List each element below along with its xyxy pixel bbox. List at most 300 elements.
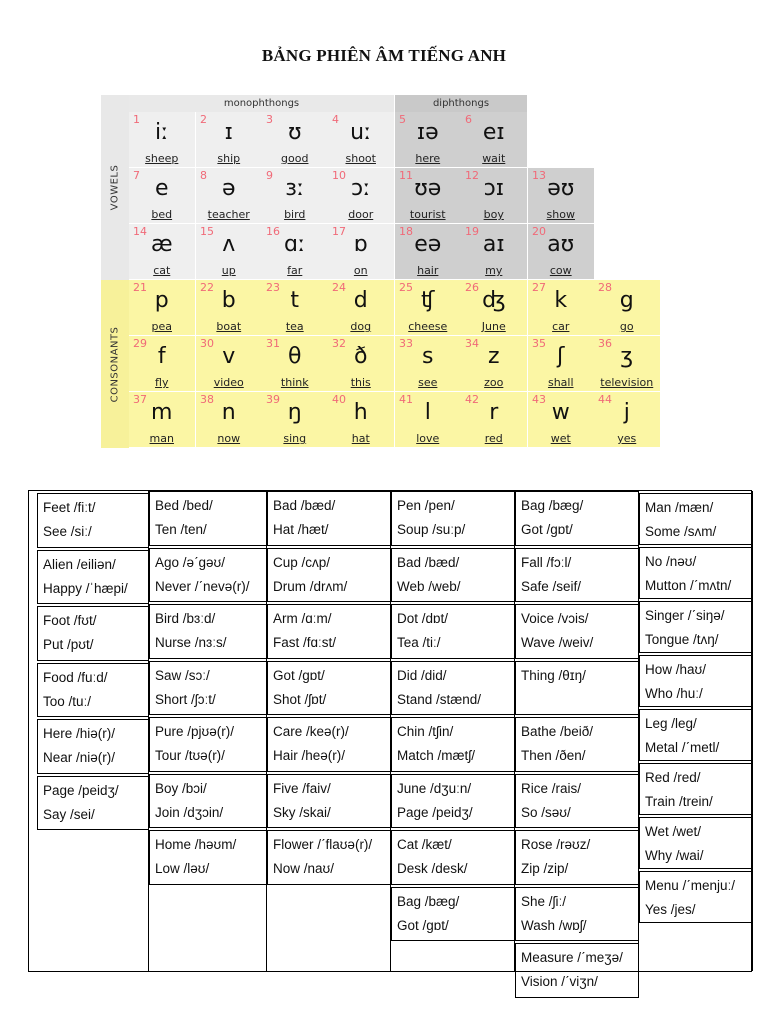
ipa-symbol: p bbox=[154, 288, 169, 313]
word-entry: Bird /bɜːd/ bbox=[155, 611, 216, 626]
word-entry: Too /tuː/ bbox=[43, 693, 92, 709]
ipa-cell bbox=[328, 112, 395, 168]
diphthongs-header: diphthongs bbox=[395, 95, 528, 112]
word-entry: Arm /ɑːm/ bbox=[273, 611, 332, 626]
ipa-cell bbox=[395, 336, 462, 392]
ipa-symbol: iː bbox=[154, 120, 169, 145]
ipa-example-word: hair bbox=[417, 264, 439, 277]
word-entry: Bag /bæg/ bbox=[521, 498, 584, 513]
ipa-number: 37 bbox=[133, 393, 147, 406]
ipa-number: 43 bbox=[532, 393, 546, 406]
ipa-example-word: ship bbox=[217, 152, 241, 165]
word-group bbox=[391, 491, 515, 546]
ipa-cell bbox=[328, 336, 395, 392]
word-group bbox=[37, 776, 149, 831]
word-entry: Desk /desk/ bbox=[397, 861, 468, 876]
ipa-cell bbox=[594, 392, 661, 448]
word-entry: See /siː/ bbox=[43, 524, 92, 539]
word-entry: Rose /rəʊz/ bbox=[521, 837, 591, 852]
ipa-symbol: t bbox=[290, 288, 300, 313]
ipa-number: 3 bbox=[266, 113, 273, 126]
ipa-number: 7 bbox=[133, 169, 140, 182]
word-entry: Wave /weiv/ bbox=[521, 635, 594, 650]
ipa-number: 28 bbox=[598, 281, 612, 294]
ipa-cell bbox=[395, 280, 462, 336]
ipa-number: 19 bbox=[465, 225, 479, 238]
word-entry: Short /ʃɔːt/ bbox=[155, 691, 216, 707]
word-entry: Tongue /tʌŋ/ bbox=[645, 632, 719, 647]
word-group bbox=[515, 774, 639, 829]
word-group bbox=[515, 943, 639, 998]
word-entry: Metal /ˊmetl/ bbox=[645, 740, 720, 755]
ipa-example-word: up bbox=[221, 264, 236, 277]
ipa-example-word: hat bbox=[351, 432, 370, 445]
ipa-cell bbox=[528, 392, 595, 448]
word-group bbox=[267, 830, 391, 885]
ipa-cell bbox=[196, 392, 263, 448]
ipa-number: 36 bbox=[598, 337, 612, 350]
word-group bbox=[515, 887, 639, 942]
word-group bbox=[515, 548, 639, 603]
ipa-symbol: æ bbox=[150, 232, 173, 257]
word-entry: Home /həʊm/ bbox=[155, 837, 237, 852]
ipa-cell bbox=[461, 168, 528, 224]
word-entry: How /haʊ/ bbox=[645, 662, 706, 677]
ipa-symbol: w bbox=[551, 400, 570, 425]
word-group bbox=[391, 830, 515, 885]
ipa-symbol: ɔː bbox=[351, 176, 371, 201]
word-entry: Zip /zip/ bbox=[521, 861, 569, 876]
ipa-cell bbox=[196, 112, 263, 168]
ipa-symbol: ʊə bbox=[414, 176, 442, 201]
ipa-example-word: now bbox=[217, 432, 241, 445]
word-group bbox=[639, 547, 753, 599]
word-entry: She /ʃiː/ bbox=[521, 893, 567, 909]
ipa-number: 14 bbox=[133, 225, 147, 238]
ipa-number: 33 bbox=[399, 337, 413, 350]
word-group bbox=[267, 774, 391, 829]
ipa-number: 41 bbox=[399, 393, 413, 406]
ipa-symbol: n bbox=[221, 400, 236, 425]
ipa-cell bbox=[129, 280, 196, 336]
word-entry: Foot /fʊt/ bbox=[43, 613, 97, 628]
word-entry: Why /wai/ bbox=[645, 848, 704, 863]
word-entry: Never /ˊnevə(r)/ bbox=[155, 578, 250, 594]
word-group bbox=[639, 655, 753, 707]
word-group bbox=[267, 661, 391, 716]
ipa-number: 20 bbox=[532, 225, 546, 238]
word-entry: Food /fuːd/ bbox=[43, 669, 108, 685]
word-group bbox=[267, 604, 391, 659]
word-group bbox=[391, 548, 515, 603]
word-entry: Soup /suːp/ bbox=[397, 522, 466, 537]
word-group bbox=[37, 606, 149, 661]
word-entry: Singer /ˊsiŋə/ bbox=[645, 608, 725, 623]
word-entry: Stand /stænd/ bbox=[397, 691, 482, 707]
word-entry: Page /peidʒ/ bbox=[397, 804, 473, 820]
ipa-symbol: f bbox=[157, 344, 166, 369]
ipa-example-word: man bbox=[149, 432, 174, 445]
ipa-symbol: m bbox=[151, 400, 173, 425]
ipa-example-word: yes bbox=[617, 432, 637, 445]
word-entry: Cup /cʌp/ bbox=[273, 554, 331, 570]
ipa-example-word: far bbox=[287, 264, 303, 277]
word-group bbox=[515, 661, 639, 716]
word-entry: Chin /tʃin/ bbox=[397, 724, 454, 739]
word-group bbox=[391, 717, 515, 772]
ipa-cell bbox=[196, 168, 263, 224]
ipa-number: 13 bbox=[532, 169, 546, 182]
ipa-example-word: bed bbox=[151, 208, 173, 221]
ipa-number: 4 bbox=[332, 113, 339, 126]
ipa-example-word: on bbox=[353, 264, 368, 277]
word-entry: Hat /hæt/ bbox=[273, 522, 329, 537]
word-entry: Measure /ˊmeʒə/ bbox=[521, 950, 623, 965]
ipa-cell bbox=[395, 112, 462, 168]
word-entry: Now /naʊ/ bbox=[273, 861, 334, 876]
word-entry: Leg /leg/ bbox=[645, 716, 697, 731]
word-entry: Happy /ˈhæpi/ bbox=[43, 580, 128, 596]
ipa-number: 18 bbox=[399, 225, 413, 238]
word-entry: Fast /fɑːst/ bbox=[273, 635, 337, 650]
ipa-number: 6 bbox=[465, 113, 472, 126]
ipa-cell bbox=[528, 168, 595, 224]
ipa-symbol: ʤ bbox=[482, 288, 506, 313]
ipa-example-word: wet bbox=[550, 432, 571, 445]
word-entry: Low /ləʊ/ bbox=[155, 861, 210, 876]
word-entry: Dot /dɒt/ bbox=[397, 611, 449, 626]
ipa-symbol: ɒ bbox=[353, 232, 368, 257]
word-group bbox=[639, 763, 753, 815]
ipa-example-word: bird bbox=[284, 208, 306, 221]
ipa-number: 17 bbox=[332, 225, 346, 238]
ipa-cell bbox=[528, 336, 595, 392]
word-entry: Care /keə(r)/ bbox=[273, 724, 349, 739]
ipa-number: 25 bbox=[399, 281, 413, 294]
ipa-symbol: k bbox=[554, 288, 568, 313]
word-group bbox=[37, 550, 149, 605]
ipa-symbol: ʌ bbox=[222, 232, 236, 257]
ipa-cell bbox=[528, 280, 595, 336]
ipa-cell bbox=[262, 280, 329, 336]
ipa-chart bbox=[101, 95, 659, 448]
ipa-example-word: cow bbox=[549, 264, 572, 277]
word-entry: Alien /eiliən/ bbox=[43, 556, 116, 572]
ipa-cell bbox=[328, 224, 395, 280]
ipa-symbol: s bbox=[422, 344, 434, 369]
ipa-example-word: fly bbox=[155, 376, 169, 389]
ipa-example-word: video bbox=[213, 376, 244, 389]
ipa-number: 40 bbox=[332, 393, 346, 406]
ipa-example-word: think bbox=[280, 376, 309, 389]
word-entry: Bad /bæd/ bbox=[397, 554, 460, 570]
ipa-number: 2 bbox=[200, 113, 207, 126]
word-group bbox=[149, 717, 267, 772]
ipa-cell bbox=[395, 392, 462, 448]
word-entry: Bed /bed/ bbox=[155, 498, 213, 513]
word-entry: Wet /wet/ bbox=[645, 824, 702, 839]
ipa-example-word: sing bbox=[283, 432, 307, 445]
ipa-example-word: shall bbox=[547, 376, 574, 389]
word-group bbox=[639, 817, 753, 869]
ipa-number: 21 bbox=[133, 281, 147, 294]
ipa-example-word: my bbox=[485, 264, 503, 277]
word-entry: So /səʊ/ bbox=[521, 804, 571, 820]
word-entry: Safe /seif/ bbox=[521, 578, 582, 594]
word-group bbox=[391, 661, 515, 716]
ipa-number: 24 bbox=[332, 281, 346, 294]
word-entry: Cat /kæt/ bbox=[397, 837, 452, 852]
ipa-number: 30 bbox=[200, 337, 214, 350]
consonants-label: CONSONANTS bbox=[101, 280, 129, 448]
ipa-example-word: dog bbox=[350, 320, 372, 333]
ipa-example-word: shoot bbox=[345, 152, 376, 165]
word-group bbox=[37, 663, 149, 718]
ipa-cell bbox=[328, 168, 395, 224]
word-entry: Yes /jes/ bbox=[645, 902, 696, 917]
word-group bbox=[515, 491, 639, 546]
word-entry: June /dʒuːn/ bbox=[397, 780, 472, 796]
word-entry: Sky /skai/ bbox=[273, 804, 331, 820]
ipa-number: 8 bbox=[200, 169, 207, 182]
ipa-number: 32 bbox=[332, 337, 346, 350]
word-entry: Some /sʌm/ bbox=[645, 524, 717, 539]
word-entry: Train /trein/ bbox=[645, 794, 713, 809]
ipa-example-word: sheep bbox=[145, 152, 179, 165]
ipa-example-word: red bbox=[484, 432, 503, 445]
word-group bbox=[515, 717, 639, 772]
ipa-number: 5 bbox=[399, 113, 406, 126]
ipa-number: 11 bbox=[399, 169, 413, 182]
word-entry: Nurse /nɜːs/ bbox=[155, 635, 227, 650]
ipa-symbol: j bbox=[623, 400, 630, 425]
word-group bbox=[639, 493, 753, 545]
ipa-symbol: aɪ bbox=[482, 232, 505, 257]
word-entry: Feet /fiːt/ bbox=[43, 500, 96, 515]
word-entry: Wash /wɒʃ/ bbox=[521, 917, 587, 933]
ipa-example-word: door bbox=[348, 208, 374, 221]
ipa-example-word: car bbox=[552, 320, 570, 333]
ipa-cell bbox=[129, 224, 196, 280]
ipa-cell bbox=[129, 168, 196, 224]
ipa-number: 31 bbox=[266, 337, 280, 350]
ipa-number: 38 bbox=[200, 393, 214, 406]
ipa-number: 16 bbox=[266, 225, 280, 238]
word-entry: Got /gɒt/ bbox=[521, 522, 573, 537]
ipa-number: 35 bbox=[532, 337, 546, 350]
ipa-cell bbox=[461, 224, 528, 280]
ipa-number: 27 bbox=[532, 281, 546, 294]
word-entry: Rice /rais/ bbox=[521, 780, 582, 796]
ipa-example-word: show bbox=[546, 208, 575, 221]
word-entry: Man /mæn/ bbox=[645, 500, 714, 515]
word-entry: Got /gɒt/ bbox=[397, 917, 449, 933]
ipa-cell bbox=[395, 168, 462, 224]
ipa-example-word: television bbox=[600, 376, 654, 389]
ipa-cell bbox=[196, 224, 263, 280]
ipa-example-word: tea bbox=[285, 320, 304, 333]
ipa-cell bbox=[262, 168, 329, 224]
ipa-example-word: zoo bbox=[484, 376, 504, 389]
word-entry: Mutton /ˊmʌtn/ bbox=[645, 578, 732, 593]
ipa-cell bbox=[395, 224, 462, 280]
ipa-symbol: əʊ bbox=[547, 176, 575, 201]
ipa-example-word: see bbox=[418, 376, 438, 389]
ipa-symbol: θ bbox=[288, 344, 302, 369]
word-group bbox=[639, 601, 753, 653]
ipa-number: 29 bbox=[133, 337, 147, 350]
ipa-symbol: ɪ bbox=[224, 120, 233, 145]
word-entry: Match /mætʃ/ bbox=[397, 748, 476, 763]
ipa-cell bbox=[461, 280, 528, 336]
ipa-cell bbox=[594, 336, 661, 392]
page-title: BẢNG PHIÊN ÂM TIẾNG ANH bbox=[261, 46, 507, 65]
word-entry: Vision /ˊviʒn/ bbox=[521, 974, 598, 989]
ipa-example-word: boat bbox=[216, 320, 242, 333]
word-entry: Drum /drʌm/ bbox=[273, 578, 348, 594]
word-entry: Put /pʊt/ bbox=[43, 637, 94, 652]
ipa-number: 39 bbox=[266, 393, 280, 406]
ipa-symbol: h bbox=[353, 400, 368, 425]
word-entry: Voice /vɔis/ bbox=[521, 611, 589, 626]
word-entry: Saw /sɔː/ bbox=[155, 667, 210, 683]
ipa-example-word: love bbox=[416, 432, 440, 445]
ipa-cell bbox=[129, 392, 196, 448]
ipa-symbol: g bbox=[619, 288, 634, 313]
word-entry: Pen /pen/ bbox=[397, 498, 455, 513]
word-entry: Menu /ˊmenjuː/ bbox=[645, 878, 736, 893]
word-group bbox=[515, 604, 639, 659]
word-entry: Five /faiv/ bbox=[273, 780, 331, 796]
word-group bbox=[149, 661, 267, 716]
ipa-example-word: tourist bbox=[409, 208, 446, 221]
ipa-example-word: cheese bbox=[408, 320, 448, 333]
word-group bbox=[639, 709, 753, 761]
word-group bbox=[267, 491, 391, 546]
word-group bbox=[149, 830, 267, 885]
ipa-symbol: ɑː bbox=[284, 232, 306, 257]
word-group bbox=[37, 493, 149, 548]
word-entry: Shot /ʃɒt/ bbox=[273, 691, 327, 707]
ipa-cell bbox=[262, 224, 329, 280]
ipa-cell bbox=[196, 336, 263, 392]
ipa-cell bbox=[328, 280, 395, 336]
word-group bbox=[149, 548, 267, 603]
ipa-symbol: ə bbox=[221, 176, 236, 201]
ipa-number: 12 bbox=[465, 169, 479, 182]
ipa-number: 1 bbox=[133, 113, 140, 126]
ipa-symbol: ʃ bbox=[557, 344, 565, 369]
ipa-symbol: ɪə bbox=[416, 120, 439, 145]
ipa-number: 26 bbox=[465, 281, 479, 294]
ipa-symbol: b bbox=[221, 288, 236, 313]
ipa-example-word: cat bbox=[153, 264, 171, 277]
word-group bbox=[149, 604, 267, 659]
ipa-cell bbox=[328, 392, 395, 448]
ipa-cell bbox=[461, 336, 528, 392]
ipa-example-word: teacher bbox=[207, 208, 250, 221]
ipa-number: 15 bbox=[200, 225, 214, 238]
vowels-label: VOWELS bbox=[101, 95, 129, 280]
word-entry: Did /did/ bbox=[397, 667, 447, 683]
ipa-symbol: l bbox=[424, 400, 431, 425]
ipa-example-word: good bbox=[281, 152, 309, 165]
ipa-cell bbox=[196, 280, 263, 336]
word-entry: Red /red/ bbox=[645, 770, 701, 785]
ipa-cell bbox=[594, 280, 661, 336]
ipa-number: 23 bbox=[266, 281, 280, 294]
word-entry: Bad /bæd/ bbox=[273, 498, 336, 513]
ipa-number: 34 bbox=[465, 337, 479, 350]
word-entry: Got /gɒt/ bbox=[273, 667, 325, 683]
ipa-symbol: z bbox=[487, 344, 500, 369]
ipa-cell bbox=[262, 336, 329, 392]
word-entry: Who /huː/ bbox=[645, 686, 703, 701]
word-entry: Hair /heə(r)/ bbox=[273, 748, 346, 763]
ipa-cell bbox=[129, 336, 196, 392]
ipa-example-word: June bbox=[481, 320, 506, 333]
ipa-symbol: r bbox=[489, 400, 499, 425]
ipa-symbol: e bbox=[154, 176, 169, 201]
word-group bbox=[267, 548, 391, 603]
word-entry: Thing /θɪŋ/ bbox=[521, 667, 586, 683]
word-group bbox=[515, 830, 639, 885]
word-group bbox=[639, 871, 753, 923]
ipa-symbol: v bbox=[222, 344, 236, 369]
ipa-symbol: aʊ bbox=[547, 232, 575, 257]
word-entry: Near /niə(r)/ bbox=[43, 750, 116, 765]
ipa-number: 10 bbox=[332, 169, 346, 182]
word-group bbox=[391, 604, 515, 659]
ipa-symbol: ɔɪ bbox=[483, 176, 504, 201]
ipa-symbol: ð bbox=[354, 344, 368, 369]
ipa-symbol: d bbox=[353, 288, 368, 313]
word-entry: Bag /bæg/ bbox=[397, 893, 460, 909]
ipa-symbol: ʊ bbox=[287, 120, 302, 145]
word-entry: Boy /bɔi/ bbox=[155, 780, 207, 796]
ipa-cell bbox=[262, 392, 329, 448]
ipa-example-word: here bbox=[415, 152, 441, 165]
ipa-number: 44 bbox=[598, 393, 612, 406]
word-entry: Join /dʒɔin/ bbox=[155, 804, 224, 820]
ipa-example-word: go bbox=[619, 320, 634, 333]
word-entry: Here /hiə(r)/ bbox=[43, 726, 116, 741]
ipa-symbol: uː bbox=[350, 120, 372, 145]
word-entry: Say /sei/ bbox=[43, 806, 95, 822]
ipa-cell bbox=[262, 112, 329, 168]
monophthongs-header: monophthongs bbox=[129, 95, 395, 112]
word-entry: Then /ðen/ bbox=[521, 748, 586, 763]
word-entry: Pure /pjʊə(r)/ bbox=[155, 724, 234, 739]
ipa-symbol: ʒ bbox=[620, 344, 634, 369]
word-entry: Ago /əˊgəʊ/ bbox=[155, 554, 225, 570]
ipa-symbol: eɪ bbox=[482, 120, 505, 145]
word-entry: Ten /ten/ bbox=[155, 522, 207, 537]
word-entry: Page /peidʒ/ bbox=[43, 782, 119, 798]
word-entry: Tour /tʊə(r)/ bbox=[155, 748, 225, 763]
word-entry: Bathe /beið/ bbox=[521, 724, 594, 739]
word-entry: Tea /tiː/ bbox=[397, 635, 441, 650]
ipa-symbol: ʧ bbox=[421, 288, 435, 313]
ipa-example-word: wait bbox=[482, 152, 506, 165]
ipa-symbol: eə bbox=[414, 232, 442, 257]
ipa-symbol: ŋ bbox=[287, 400, 302, 425]
word-group bbox=[391, 887, 515, 942]
ipa-cell bbox=[461, 112, 528, 168]
word-entry: Fall /fɔːl/ bbox=[521, 554, 572, 570]
ipa-example-word: this bbox=[350, 376, 371, 389]
ipa-cell bbox=[129, 112, 196, 168]
